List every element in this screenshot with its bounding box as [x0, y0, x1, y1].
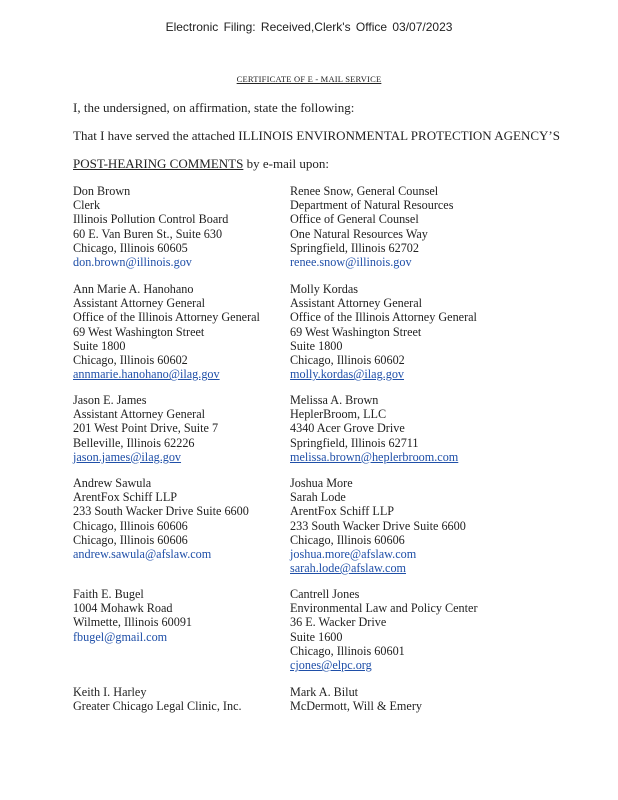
recipient-block-cantrell-jones	[290, 587, 478, 672]
recipient-line: 69 West Washington Street	[290, 324, 422, 339]
recipient-line: Chicago, Illinois 60602	[290, 353, 405, 368]
recipient-line: Chicago, Illinois 60606	[73, 532, 188, 547]
recipient-line: Chicago, Illinois 60606	[290, 532, 405, 547]
recipient-line: Melissa A. Brown	[290, 393, 379, 407]
recipient-line: 1004 Mohawk Road	[73, 601, 173, 616]
recipient-line: Andrew Sawula	[73, 476, 152, 490]
service-statement: That I have served the attached ILLINOIS ENVIRONMENTAL PROTECTION AGENCY’S	[73, 128, 560, 143]
recipient-line: ArentFox Schiff LLP	[290, 504, 395, 519]
recipient-email[interactable]: fbugel@gmail.com	[73, 629, 168, 644]
recipient-line: 60 E. Van Buren St., Suite 630	[73, 226, 223, 241]
recipient-block-keith-harley	[73, 685, 242, 713]
recipient-line: Belleville, Illinois 62226	[73, 435, 195, 450]
recipient-block-renee-snow	[290, 184, 453, 269]
recipient-line: Office of the Illinois Attorney General	[73, 310, 260, 325]
recipient-line: 69 West Washington Street	[73, 324, 205, 339]
filing-stamp-header: Electronic Filing: Received,Clerk's Office 03/07/2023	[165, 20, 453, 34]
recipient-line: Assistant Attorney General	[73, 407, 206, 422]
recipient-line: Renee Snow, General Counsel	[290, 184, 439, 198]
certificate-title: CERTIFICATE OF E - MAIL SERVICE	[236, 74, 382, 84]
recipient-email[interactable]: renee.snow@illinois.gov	[290, 255, 412, 270]
recipient-block-don-brown	[73, 184, 228, 269]
recipient-line: Department of Natural Resources	[290, 198, 454, 213]
recipient-block-molly-kordas	[290, 282, 477, 381]
recipient-line: 4340 Acer Grove Drive	[290, 421, 405, 436]
recipient-email[interactable]: annmarie.hanohano@ilag.gov	[73, 367, 220, 382]
recipient-email-secondary[interactable]: sarah.lode@afslaw.com	[290, 561, 407, 576]
recipient-line: Suite 1800	[73, 338, 126, 353]
recipient-line: Joshua More	[290, 476, 353, 490]
recipient-line: Springfield, Illinois 62702	[290, 240, 419, 255]
recipient-email[interactable]: don.brown@illinois.gov	[73, 255, 192, 270]
recipient-block-mark-bilut	[290, 685, 422, 713]
affirmation-statement: I, the undersigned, on affirmation, state the following:	[73, 100, 355, 115]
recipient-line: Sarah Lode	[290, 490, 346, 505]
recipient-line: Chicago, Illinois 60602	[73, 353, 188, 368]
recipient-block-joshua-more	[290, 476, 466, 575]
recipient-line: Cantrell Jones	[290, 587, 360, 601]
recipient-line: Chicago, Illinois 60605	[73, 240, 188, 255]
recipient-email[interactable]: melissa.brown@heplerbroom.com	[290, 449, 459, 464]
recipient-line: Office of General Counsel	[290, 212, 419, 227]
service-method: by e-mail upon:	[243, 156, 329, 171]
recipient-line: Molly Kordas	[290, 282, 359, 296]
recipient-line: 36 E. Wacker Drive	[290, 615, 387, 630]
recipient-line: Assistant Attorney General	[73, 296, 206, 311]
recipient-line: Wilmette, Illinois 60091	[73, 615, 193, 630]
recipient-line: Illinois Pollution Control Board	[73, 212, 229, 227]
recipient-line: One Natural Resources Way	[290, 226, 428, 241]
recipient-line: Keith I. Harley	[73, 685, 147, 699]
recipient-line: 233 South Wacker Drive Suite 6600	[73, 504, 249, 519]
recipient-block-andrew-sawula	[73, 476, 249, 561]
recipient-line: Clerk	[73, 198, 101, 213]
recipient-line: HeplerBroom, LLC	[290, 407, 387, 422]
recipient-line: ArentFox Schiff LLP	[73, 490, 178, 505]
recipient-email[interactable]: joshua.more@afslaw.com	[290, 547, 417, 562]
recipient-email[interactable]: jason.james@ilag.gov	[73, 449, 182, 464]
service-statement-continued	[73, 156, 329, 172]
recipient-email[interactable]: molly.kordas@ilag.gov	[290, 367, 405, 382]
recipient-line: Suite 1800	[290, 338, 343, 353]
recipient-line: Chicago, Illinois 60606	[73, 518, 188, 533]
recipient-line: Suite 1600	[290, 629, 343, 644]
recipient-block-melissa-brown	[290, 393, 458, 464]
recipient-line: Assistant Attorney General	[290, 296, 423, 311]
recipient-line: Springfield, Illinois 62711	[290, 435, 419, 450]
recipient-line: 201 West Point Drive, Suite 7	[73, 421, 219, 436]
recipient-line: Greater Chicago Legal Clinic, Inc.	[73, 699, 242, 714]
recipient-block-faith-bugel	[73, 587, 192, 644]
recipient-line: Ann Marie A. Hanohano	[73, 282, 194, 296]
recipient-block-jason-james	[73, 393, 218, 464]
recipient-line: Faith E. Bugel	[73, 587, 144, 601]
recipient-line: 233 South Wacker Drive Suite 6600	[290, 518, 466, 533]
recipient-line: Environmental Law and Policy Center	[290, 601, 478, 616]
document-title: POST-HEARING COMMENTS	[73, 156, 244, 171]
recipient-email[interactable]: andrew.sawula@afslaw.com	[73, 547, 212, 562]
recipient-line: McDermott, Will & Emery	[290, 699, 422, 714]
recipient-email[interactable]: cjones@elpc.org	[290, 658, 372, 673]
recipient-line: Mark A. Bilut	[290, 685, 359, 699]
recipient-line: Office of the Illinois Attorney General	[290, 310, 477, 325]
recipient-block-ann-marie-hanohano	[73, 282, 260, 381]
recipient-line: Jason E. James	[73, 393, 147, 407]
recipient-line: Chicago, Illinois 60601	[290, 643, 405, 658]
recipient-line: Don Brown	[73, 184, 131, 198]
